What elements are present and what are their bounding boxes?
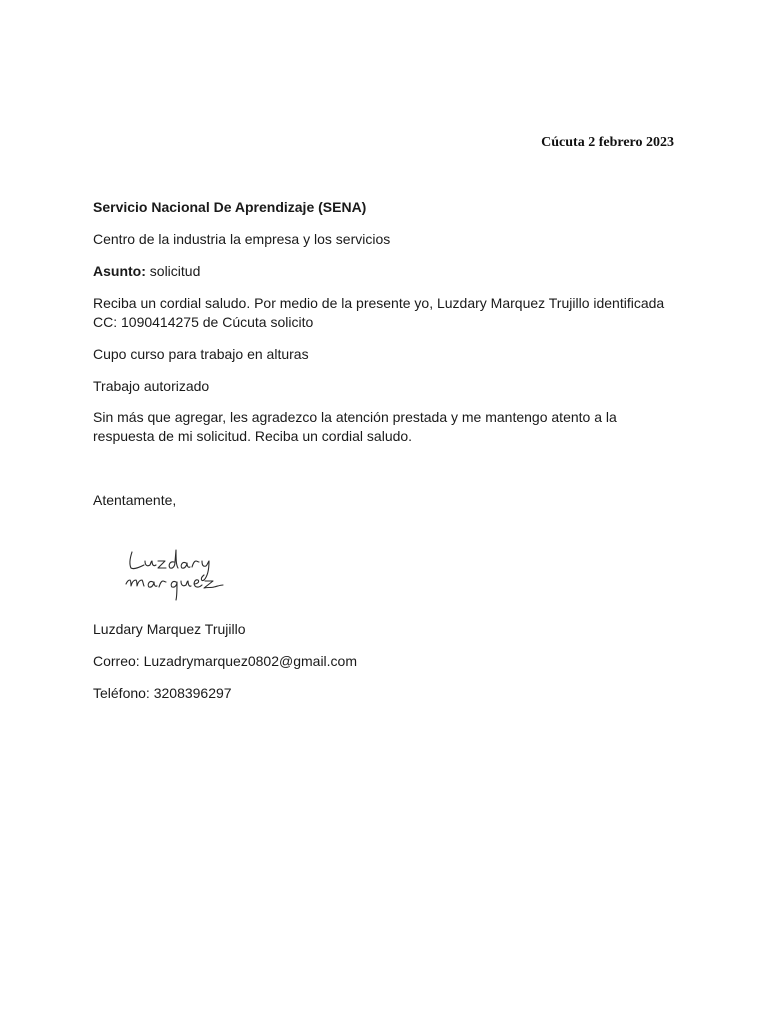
center-line: Centro de la industria la empresa y los servicios: [93, 231, 391, 247]
subject-line: [93, 262, 683, 281]
email-line: Correo: Luzadrymarquez0802@gmail.com: [93, 653, 357, 669]
authorization-line: Trabajo autorizado: [93, 378, 210, 394]
subject-value: solicitud: [145, 263, 201, 279]
phone-line: Teléfono: 3208396297: [93, 685, 232, 701]
intro-paragraph: Reciba un cordial saludo. Por medio de la presente yo, Luzdary Marquez Trujillo identificada CC: 1090414275 de Cúcuta solicito: [93, 295, 665, 330]
letter-date: Cúcuta 2 febrero 2023: [541, 135, 674, 150]
request-line: Cupo curso para trabajo en alturas: [93, 346, 309, 362]
signer-name: Luzdary Marquez Trujillo: [93, 621, 246, 637]
closing-paragraph: Sin más que agregar, les agradezco la atención prestada y me mantengo atento a la respuesta de mi solicitud. Reciba un cordial saludo.: [93, 409, 617, 444]
handwritten-signature: [118, 540, 248, 610]
sign-off: Atentamente,: [93, 492, 177, 508]
subject-label: Asunto:: [93, 263, 146, 279]
recipient-line: Servicio Nacional De Aprendizaje (SENA): [93, 199, 367, 215]
